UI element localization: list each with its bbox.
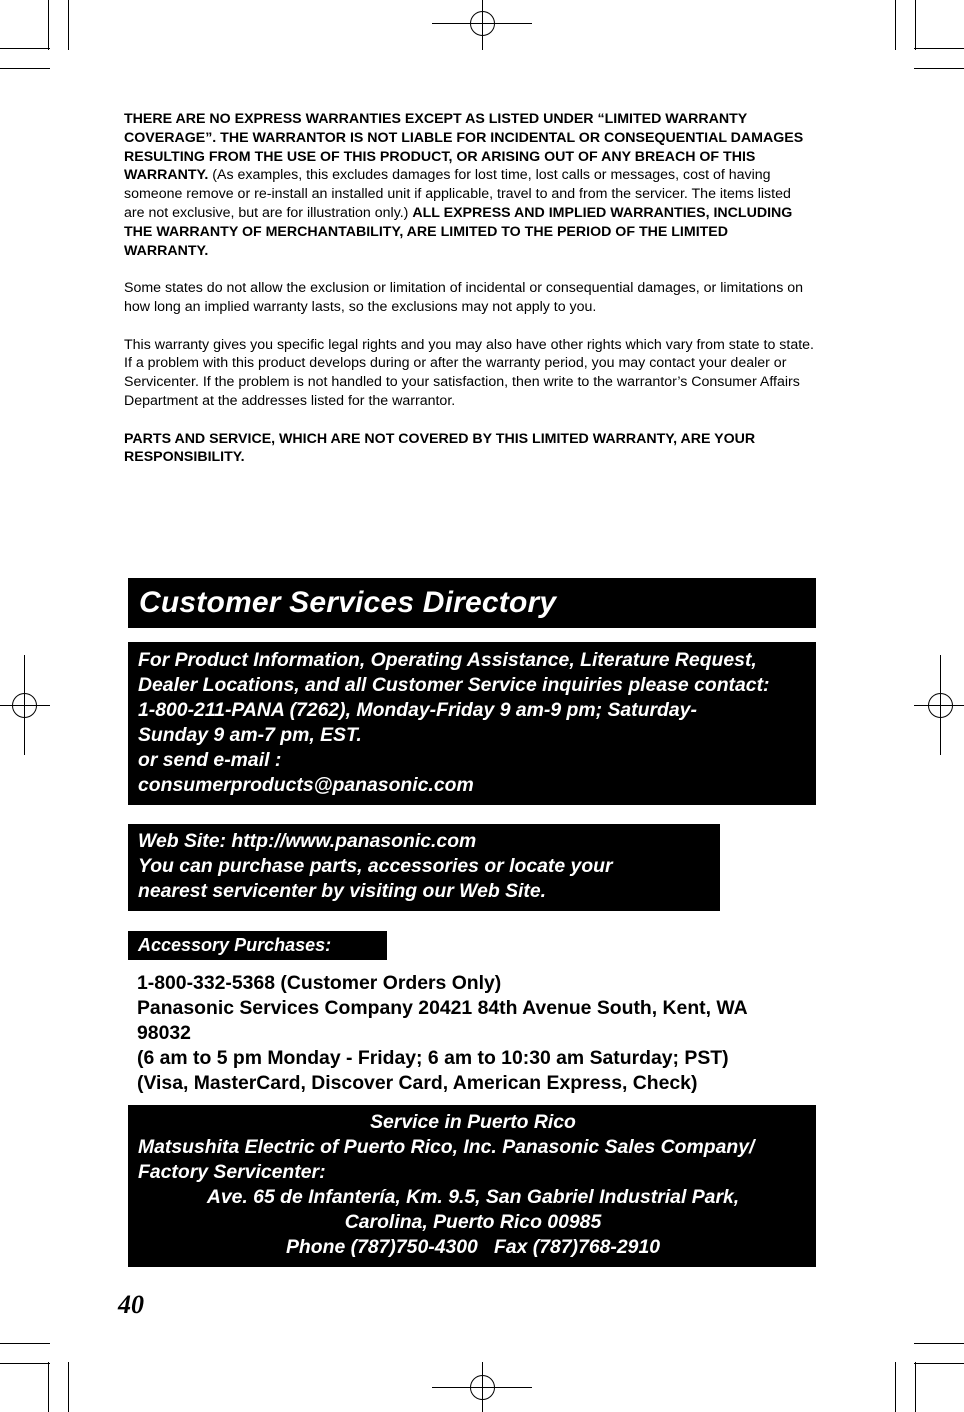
web-line: nearest servicenter by visiting our Web Site. bbox=[138, 880, 547, 902]
orders-phone: 1-800-332-5368 (Customer Orders Only) bbox=[137, 972, 502, 994]
directory-title: Customer Services Directory bbox=[128, 578, 816, 628]
pr-address: Ave. 65 de Infantería, Km. 9.5, San Gabriel Industrial Park, bbox=[206, 1186, 740, 1208]
info-email-label: or send e-mail : bbox=[138, 749, 282, 771]
orders-hours: (6 am to 5 pm Monday - Friday; 6 am to 10:30 am Saturday; PST) bbox=[137, 1047, 729, 1069]
warranty-examples: (As examples, this excludes damages for lost time, lost calls or messages, cost of having someone remove or re-install an installed unit if applicable, travel to and from the servicer. The items listed are not exclusive, but are for illustration only.) bbox=[124, 167, 791, 221]
pr-heading: Service in Puerto Rico bbox=[370, 1111, 576, 1133]
info-email-address[interactable]: consumerproducts@panasonic.com bbox=[138, 774, 474, 796]
puerto-rico-service-box bbox=[128, 1105, 816, 1267]
parts-service-notice: PARTS AND SERVICE, WHICH ARE NOT COVERED BY THIS LIMITED WARRANTY, ARE YOUR RESPONSIBILITY. bbox=[124, 430, 756, 466]
warranty-paragraph-4 bbox=[124, 430, 814, 468]
info-line: For Product Information, Operating Assistance, Literature Request, bbox=[138, 649, 757, 671]
pr-city: Carolina, Puerto Rico 00985 bbox=[344, 1211, 602, 1233]
accessory-purchases-label: Accessory Purchases: bbox=[128, 931, 387, 960]
info-hours-line: Sunday 9 am-7 pm, EST. bbox=[138, 724, 362, 746]
pr-phone-fax: Phone (787)750-4300 Fax (787)768-2910 bbox=[285, 1236, 661, 1258]
info-phone-line: 1-800-211-PANA (7262), Monday-Friday 9 am-9 pm; Saturday- bbox=[138, 699, 697, 721]
warranty-implied-limit: ALL EXPRESS AND IMPLIED WARRANTIES, INCLUDING THE WARRANTY OF MERCHANTABILITY, ARE LIMITED TO THE PERIOD OF THE LIMITED WARRANTY. bbox=[124, 204, 793, 259]
orders-payment: (Visa, MasterCard, Discover Card, American Express, Check) bbox=[137, 1072, 698, 1094]
web-line: You can purchase parts, accessories or locate your bbox=[138, 855, 613, 877]
web-site-url[interactable]: Web Site: http://www.panasonic.com bbox=[138, 830, 477, 852]
web-site-box bbox=[128, 824, 720, 911]
orders-zip: 98032 bbox=[137, 1022, 191, 1044]
pr-company: Matsushita Electric of Puerto Rico, Inc. Panasonic Sales Company/ bbox=[138, 1136, 755, 1158]
pr-company-cont: Factory Servicenter: bbox=[138, 1161, 326, 1183]
warranty-paragraph-1 bbox=[124, 110, 814, 260]
product-info-box bbox=[128, 642, 816, 805]
warranty-text bbox=[124, 110, 814, 486]
accessory-orders-info bbox=[137, 971, 817, 1096]
warranty-paragraph-3: This warranty gives you specific legal rights and you may also have other rights which vary from state to state. If a problem with this product develops during or after the warranty period, you may contact your dealer or Servicenter. If the problem is not handled to your satisfaction, then write to the warrantor’s Consumer Affairs Department at the addresses listed for the warrantor. bbox=[124, 336, 814, 409]
warranty-disclaimer-bold: THERE ARE NO EXPRESS WARRANTIES EXCEPT AS LISTED UNDER “LIMITED WARRANTY COVERAGE”. THE WARRANTOR IS NOT LIABLE FOR INCIDENTAL OR CONSEQUENTIAL DAMAGES RESULTING FROM THE USE OF THIS PRODUCT, OR ARISING OUT OF ANY BREACH OF THIS WARRANTY. bbox=[124, 111, 804, 184]
orders-address: Panasonic Services Company 20421 84th Avenue South, Kent, WA bbox=[137, 997, 748, 1019]
warranty-paragraph-2: Some states do not allow the exclusion or limitation of incidental or consequential damages, or limitations on how long an implied warranty lasts, so the exclusions may not apply to you. bbox=[124, 280, 804, 315]
page-number: 40 bbox=[118, 1290, 144, 1319]
info-line: Dealer Locations, and all Customer Service inquiries please contact: bbox=[138, 674, 770, 696]
